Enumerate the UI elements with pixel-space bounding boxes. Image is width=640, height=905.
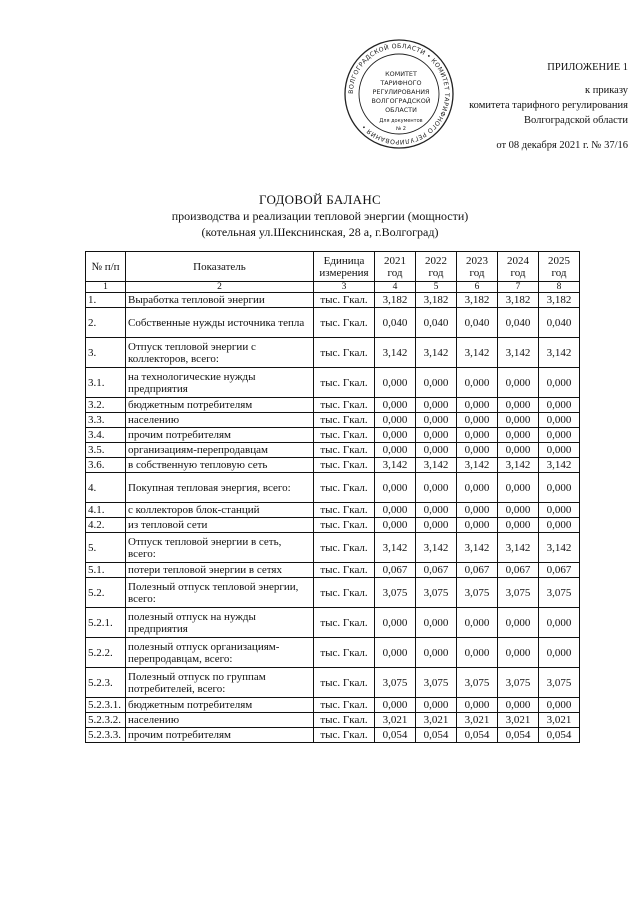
row-value: 3,021 [539,713,580,728]
row-unit: тыс. Гкал. [314,503,375,518]
row-value: 3,075 [498,668,539,698]
row-value: 0,000 [416,503,457,518]
header-year: 2025 год [539,252,580,282]
row-value: 0,000 [498,473,539,503]
row-indicator: прочим потребителям [126,428,314,443]
row-indicator: бюджетным потребителям [126,698,314,713]
column-number-row [86,282,580,293]
row-value: 3,142 [539,458,580,473]
row-number: 3.4. [86,428,126,443]
row-number: 4. [86,473,126,503]
row-value: 0,000 [375,443,416,458]
row-value: 0,000 [416,368,457,398]
row-unit: тыс. Гкал. [314,398,375,413]
row-indicator: Отпуск тепловой энергии в сеть, всего: [126,533,314,563]
column-number: 2 [126,282,314,293]
row-value: 0,000 [375,473,416,503]
row-value: 0,000 [416,428,457,443]
row-value: 3,142 [416,338,457,368]
row-indicator: с коллекторов блок-станций [126,503,314,518]
row-number: 3.2. [86,398,126,413]
row-value: 3,142 [375,458,416,473]
row-value: 3,182 [457,293,498,308]
row-value: 0,000 [457,473,498,503]
row-value: 0,000 [498,638,539,668]
stamp-line: Для документов [379,118,423,124]
row-unit: тыс. Гкал. [314,428,375,443]
row-value: 3,142 [498,338,539,368]
row-number: 3. [86,338,126,368]
table-row [86,398,580,413]
row-number: 4.2. [86,518,126,533]
stamp-line: ОБЛАСТИ [385,106,417,114]
row-value: 3,182 [375,293,416,308]
row-indicator: полезный отпуск организациям-перепродавцам, всего: [126,638,314,668]
row-value: 0,000 [498,428,539,443]
table-row [86,533,580,563]
row-value: 0,000 [416,443,457,458]
svg-text:ВОЛГОГРАДСКОЙ ОБЛАСТИ • КОМИТЕ: ВОЛГОГРАДСКОЙ ОБЛАСТИ • КОМИТЕТ ТАРИФНОГО РЕГУЛИРОВАНИЯ • [347,42,451,146]
row-number: 4.1. [86,503,126,518]
row-value: 3,021 [498,713,539,728]
table-row [86,338,580,368]
row-value: 0,000 [416,608,457,638]
table-row [86,668,580,698]
row-value: 3,075 [457,668,498,698]
row-value: 0,000 [539,473,580,503]
row-value: 0,054 [375,728,416,743]
row-value: 0,067 [457,563,498,578]
row-value: 0,000 [457,698,498,713]
table-row [86,563,580,578]
row-value: 0,000 [498,443,539,458]
row-number: 5.2. [86,578,126,608]
row-value: 3,075 [416,578,457,608]
header-year: 2021 год [375,252,416,282]
row-value: 3,142 [498,458,539,473]
row-value: 0,000 [457,368,498,398]
column-number: 4 [375,282,416,293]
row-number: 5.2.3. [86,668,126,698]
row-value: 0,067 [416,563,457,578]
row-unit: тыс. Гкал. [314,368,375,398]
table-row [86,458,580,473]
table-header-row [86,252,580,282]
row-value: 3,075 [375,668,416,698]
row-indicator: Покупная тепловая энергия, всего: [126,473,314,503]
row-value: 0,054 [457,728,498,743]
column-number: 8 [539,282,580,293]
row-number: 3.3. [86,413,126,428]
row-value: 0,000 [539,368,580,398]
row-value: 3,182 [539,293,580,308]
annual-balance-table [85,251,580,743]
row-value: 0,040 [457,308,498,338]
row-indicator: бюджетным потребителям [126,398,314,413]
table-row [86,413,580,428]
row-value: 3,021 [416,713,457,728]
row-value: 3,021 [457,713,498,728]
header-year: 2022 год [416,252,457,282]
row-value: 0,000 [498,608,539,638]
row-value: 0,000 [457,503,498,518]
row-value: 3,182 [416,293,457,308]
row-value: 0,000 [539,638,580,668]
row-value: 0,000 [375,638,416,668]
table-row [86,728,580,743]
row-indicator: Отпуск тепловой энергии с коллекторов, всего: [126,338,314,368]
row-value: 0,000 [539,398,580,413]
document-subtitle: производства и реализации тепловой энергии (мощности) [171,209,469,223]
row-indicator: прочим потребителям [126,728,314,743]
row-value: 0,000 [539,443,580,458]
row-number: 2. [86,308,126,338]
row-unit: тыс. Гкал. [314,413,375,428]
row-value: 0,000 [539,428,580,443]
row-value: 0,000 [457,638,498,668]
row-indicator: организациям-перепродавцам [126,443,314,458]
row-indicator: из тепловой сети [126,518,314,533]
table-row [86,578,580,608]
table-row [86,638,580,668]
column-number: 6 [457,282,498,293]
row-value: 0,040 [539,308,580,338]
row-value: 0,000 [375,608,416,638]
header-indicator: Показатель [126,252,314,282]
row-value: 0,000 [375,398,416,413]
stamp-line: РЕГУЛИРОВАНИЯ [372,88,430,96]
committee-name: комитета тарифного регулирования [469,100,628,111]
row-value: 0,000 [375,518,416,533]
row-value: 3,075 [539,668,580,698]
row-value: 0,067 [375,563,416,578]
row-number: 5.2.3.3. [86,728,126,743]
stamp-line: № 2 [396,126,406,132]
row-value: 0,000 [416,413,457,428]
row-value: 3,142 [416,533,457,563]
row-indicator: полезный отпуск на нужды предприятия [126,608,314,638]
table-row [86,473,580,503]
row-value: 0,054 [498,728,539,743]
row-number: 3.5. [86,443,126,458]
row-value: 0,054 [539,728,580,743]
row-value: 0,000 [416,473,457,503]
row-value: 0,000 [498,518,539,533]
row-unit: тыс. Гкал. [314,563,375,578]
column-number: 5 [416,282,457,293]
row-value: 0,000 [375,413,416,428]
row-unit: тыс. Гкал. [314,578,375,608]
column-number: 1 [86,282,126,293]
stamp-line: КОМИТЕТ [385,70,417,78]
row-indicator: населению [126,413,314,428]
row-indicator: Полезный отпуск тепловой энергии, всего: [126,578,314,608]
row-value: 0,000 [498,368,539,398]
row-value: 0,000 [457,518,498,533]
header-unit: Единица измерения [314,252,375,282]
row-value: 3,182 [498,293,539,308]
table-row [86,443,580,458]
table-row [86,698,580,713]
row-value: 0,067 [539,563,580,578]
row-value: 3,142 [539,533,580,563]
row-value: 3,142 [498,533,539,563]
row-value: 0,000 [416,518,457,533]
row-value: 3,075 [457,578,498,608]
row-value: 3,142 [457,458,498,473]
header-num: № п/п [86,252,126,282]
row-value: 0,040 [375,308,416,338]
document-title: ГОДОВОЙ БАЛАНС [258,192,382,207]
row-value: 0,000 [416,398,457,413]
row-value: 0,000 [539,503,580,518]
stamp-line: ВОЛГОГРАДСКОЙ [371,97,431,105]
header-year: 2024 год [498,252,539,282]
row-unit: тыс. Гкал. [314,698,375,713]
row-value: 0,000 [498,398,539,413]
row-value: 3,075 [416,668,457,698]
row-unit: тыс. Гкал. [314,518,375,533]
appendix-label: ПРИЛОЖЕНИЕ 1 [547,62,628,73]
row-number: 3.1. [86,368,126,398]
row-number: 5.2.3.2. [86,713,126,728]
stamp-line: ТАРИФНОГО [380,79,422,87]
row-value: 0,000 [375,698,416,713]
table-row [86,293,580,308]
row-number: 5. [86,533,126,563]
row-value: 3,021 [375,713,416,728]
header-year: 2023 год [457,252,498,282]
row-value: 3,142 [457,338,498,368]
row-value: 0,000 [375,368,416,398]
row-value: 0,000 [416,698,457,713]
row-value: 3,142 [416,458,457,473]
row-value: 0,040 [498,308,539,338]
row-indicator: Полезный отпуск по группам потребителей, всего: [126,668,314,698]
row-value: 0,000 [498,698,539,713]
row-unit: тыс. Гкал. [314,293,375,308]
row-value: 3,075 [539,578,580,608]
row-value: 0,000 [457,413,498,428]
row-indicator: населению [126,713,314,728]
document-title-block [0,191,640,240]
to-order: к приказу [585,85,628,96]
row-value: 0,000 [457,443,498,458]
row-unit: тыс. Гкал. [314,728,375,743]
row-number: 5.1. [86,563,126,578]
row-value: 0,067 [498,563,539,578]
row-number: 5.2.2. [86,638,126,668]
row-value: 0,000 [457,608,498,638]
row-value: 0,054 [416,728,457,743]
row-indicator: Собственные нужды источника тепла [126,308,314,338]
row-indicator: на технологические нужды предприятия [126,368,314,398]
row-indicator: Выработка тепловой энергии [126,293,314,308]
row-unit: тыс. Гкал. [314,338,375,368]
document-subtitle-location: (котельная ул.Шекснинская, 28 а, г.Волгоград) [201,225,439,239]
table-row [86,608,580,638]
row-unit: тыс. Гкал. [314,638,375,668]
row-value: 3,142 [539,338,580,368]
table-row [86,503,580,518]
column-number: 7 [498,282,539,293]
row-value: 0,040 [416,308,457,338]
row-unit: тыс. Гкал. [314,668,375,698]
row-indicator: в собственную тепловую сеть [126,458,314,473]
row-value: 0,000 [457,428,498,443]
row-value: 3,142 [375,338,416,368]
row-unit: тыс. Гкал. [314,533,375,563]
row-value: 0,000 [375,503,416,518]
row-value: 3,142 [375,533,416,563]
row-unit: тыс. Гкал. [314,473,375,503]
row-unit: тыс. Гкал. [314,713,375,728]
order-date: от 08 декабря 2021 г. № 37/16 [496,140,628,151]
row-value: 0,000 [498,413,539,428]
row-unit: тыс. Гкал. [314,458,375,473]
row-indicator: потери тепловой энергии в сетях [126,563,314,578]
row-value: 0,000 [498,503,539,518]
row-unit: тыс. Гкал. [314,308,375,338]
row-number: 5.2.3.1. [86,698,126,713]
row-value: 0,000 [457,398,498,413]
row-value: 3,075 [375,578,416,608]
column-number: 3 [314,282,375,293]
table-row [86,428,580,443]
row-value: 0,000 [375,428,416,443]
table-row [86,368,580,398]
row-value: 0,000 [539,413,580,428]
row-value: 0,000 [539,698,580,713]
appendix-header [388,60,628,153]
row-number: 1. [86,293,126,308]
table-row [86,713,580,728]
row-number: 5.2.1. [86,608,126,638]
table-row [86,308,580,338]
table-row [86,518,580,533]
row-unit: тыс. Гкал. [314,443,375,458]
row-value: 0,000 [416,638,457,668]
row-value: 3,075 [498,578,539,608]
row-value: 3,142 [457,533,498,563]
region-name: Волгоградской области [523,115,628,126]
row-unit: тыс. Гкал. [314,608,375,638]
row-value: 0,000 [539,608,580,638]
row-number: 3.6. [86,458,126,473]
row-value: 0,000 [539,518,580,533]
